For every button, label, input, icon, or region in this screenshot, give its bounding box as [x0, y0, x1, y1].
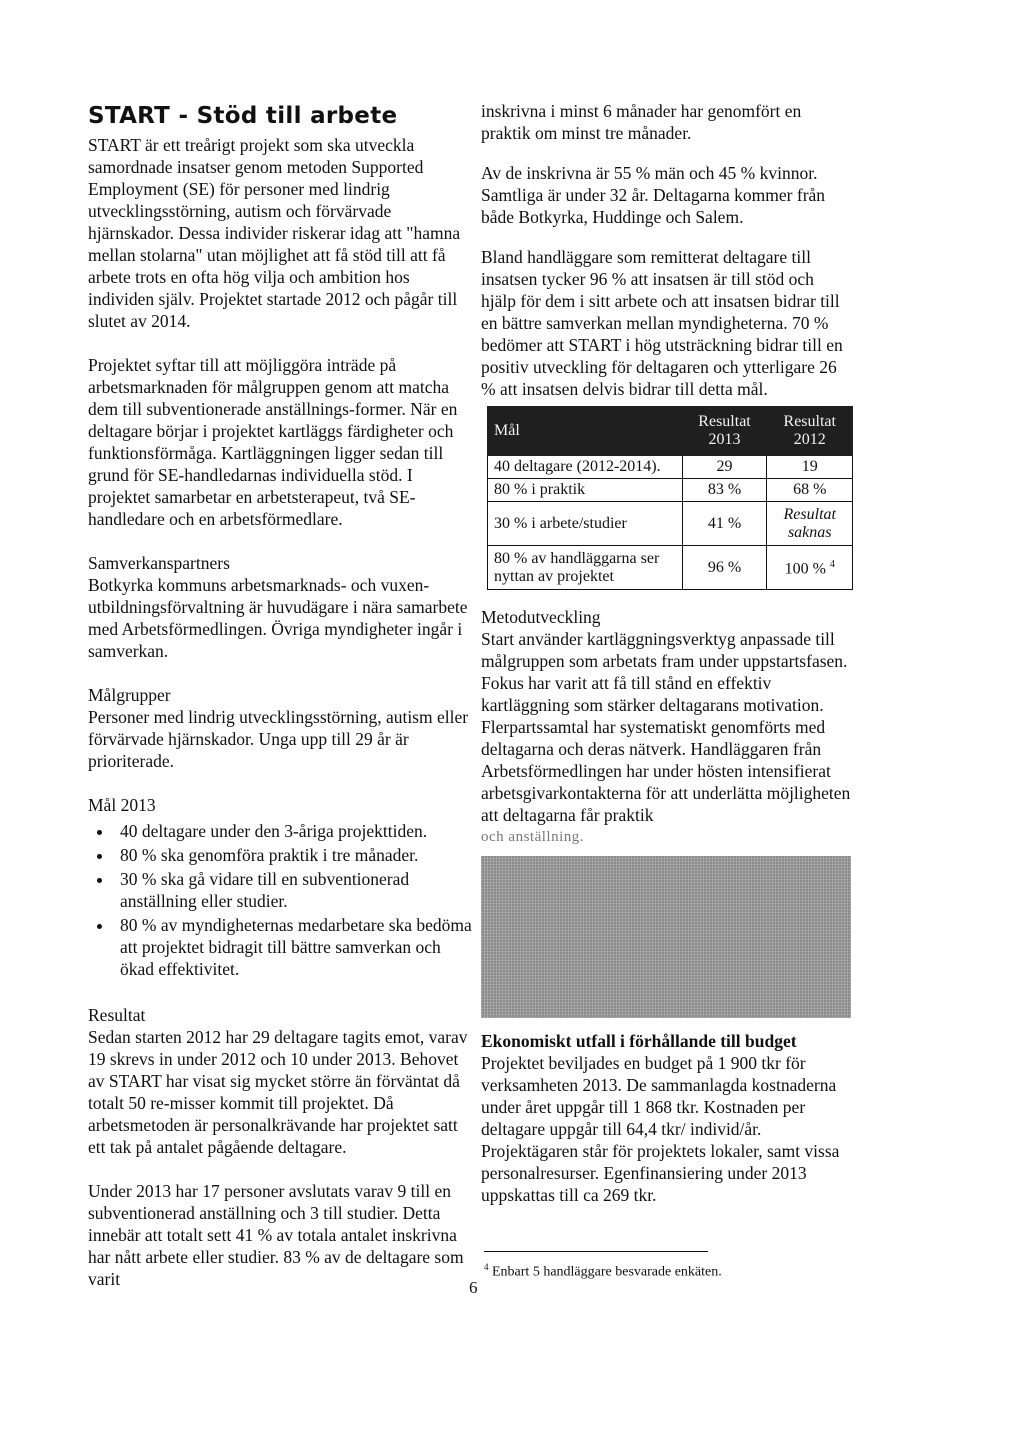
results-table-wrapper	[487, 406, 853, 590]
row-result-2012: 100 %	[784, 560, 826, 578]
goal-item: • 30 % ska gå vidare till en subventionerad anställning eller studier.	[114, 868, 473, 912]
row-result-2012-cell	[767, 546, 853, 590]
row-result-2012: 68 %	[767, 479, 853, 502]
table-row	[488, 456, 853, 479]
row-goal: 40 deltagare (2012-2014).	[488, 456, 683, 479]
result-paragraph-2: Under 2013 har 17 personer avslutats varav 9 till en subventionerad anställning och 3 till studier. Detta innebär att totalt sett 41 % av totala antalet inskrivna har nått arbete eller studier. 83 % av de deltagare som varit	[88, 1181, 464, 1289]
row-result-2013: 41 %	[682, 502, 767, 546]
budget-heading: Ekonomiskt utfall i förhållande till budget	[481, 1031, 797, 1051]
table-row	[488, 479, 853, 502]
partners-heading: Samverkanspartners	[88, 553, 230, 573]
handlers-paragraph: Bland handläggare som remitterat deltagare till insatsen tycker 96 % att insatsen är till stöd och hjälp för dem i sitt arbete och att insatsen bidrar till en bättre samverkan mellan myndigheterna. 70 % bedömer att START i hög utsträckning bidrar till en positiv utveckling för deltagaren och ytterligare 26 % att insatsen delvis bidrar till detta mål.	[481, 247, 843, 399]
row-result-2013: 83 %	[682, 479, 767, 502]
result-heading: Resultat	[88, 1005, 146, 1025]
continued-paragraph: inskrivna i minst 6 månader har genomfört en praktik om minst tre månader.	[481, 101, 802, 143]
grayscale-photo	[481, 856, 851, 1018]
footnote-number: 4	[484, 1262, 489, 1272]
header-result-2013: Resultat 2013	[682, 407, 767, 456]
goal-item: • 80 % ska genomföra praktik i tre månader.	[114, 844, 473, 866]
method-heading: Metodutveckling	[481, 607, 601, 627]
right-column	[481, 100, 853, 1206]
row-goal: 30 % i arbete/studier	[488, 502, 683, 546]
target-heading: Målgrupper	[88, 685, 171, 705]
goal-item: • 80 % av myndigheternas medarbetare ska bedöma att projektet bidragit till bättre samverkan och ökad effektivitet.	[114, 914, 473, 980]
result-paragraph-1: Sedan starten 2012 har 29 deltagare tagits emot, varav 19 skrevs in under 2012 och 10 under 2013. Behovet av START har visat sig mycket större än förväntat då totalt 50 re-misser kommit till projektet. Då arbetsmetoden är personalkrävande har projektet satt ett tak på antalet pågående deltagare.	[88, 1027, 468, 1157]
goals-heading: Mål 2013	[88, 795, 156, 815]
left-column	[88, 100, 473, 1290]
target-paragraph: Personer med lindrig utvecklingsstörning, autism eller förvärvade hjärnskador. Unga upp till 29 år är prioriterade.	[88, 707, 469, 771]
row-result-2013: 96 %	[682, 546, 767, 590]
row-result-2013: 29	[682, 456, 767, 479]
row-goal: 80 % i praktik	[488, 479, 683, 502]
header-goal: Mål	[488, 407, 683, 456]
budget-paragraph: Projektet beviljades en budget på 1 900 tkr för verksamheten 2013. De sammanlagda kostnaderna under året uppgår till 1 868 tkr. Kostnaden per deltagare uppgår till 64,4 tkr/ individ/år. Projektägaren står för projektets lokaler, samt vissa personalresurser. Egenfinansiering under 2013 uppskattas till ca 269 tkr.	[481, 1053, 840, 1205]
footnote-divider	[484, 1251, 708, 1252]
table-header-row	[488, 407, 853, 456]
row-result-2012: 19	[767, 456, 853, 479]
footnote-text: Enbart 5 handläggare besvarade enkäten.	[492, 1264, 722, 1280]
intro-paragraph: START är ett treårigt projekt som ska utveckla samordnade insatser genom metoden Supported Employment (SE) för personer med lindrig utvecklingsstörning, autism och förvärvade hjärnskador. Dessa individer riskerar idag att "hamna mellan stolarna" utan möjlighet att få stöd till att få arbete trots en ofta hög vilja och ambition hos individen själv. Projektet startade 2012 och pågår till slutet av 2014.	[88, 135, 461, 331]
table-row	[488, 546, 853, 590]
goals-list	[88, 820, 473, 980]
purpose-paragraph: Projektet syftar till att möjliggöra inträde på arbetsmarknaden för målgruppen genom att matcha dem till subventionerade anställnings-former. När en deltagare börjar i projektet kartläggs färdigheter och funktionsförmåga. Kartläggningen ligger sedan till grund för SE-handledarnas individuella stöd. I projektet samarbetar en arbetsterapeut, två SE-handledare och en arbetsförmedlare.	[88, 355, 458, 529]
page-title: START - Stöd till arbete	[88, 103, 398, 129]
partners-paragraph: Botkyrka kommuns arbetsmarknads- och vuxen-utbildningsförvaltning är huvudägare i nära samarbete med Arbetsförmedlingen. Övriga myndigheter ingår i samverkan.	[88, 575, 468, 661]
footnote	[484, 1258, 722, 1282]
row-result-2012: Resultat saknas	[767, 502, 853, 546]
method-paragraph: Start använder kartläggningsverktyg anpassade till målgruppen som arbetats fram under uppstartsfasen. Fokus har varit att få till stånd en effektiv kartläggning som stärker deltagarans motivation. Flerpartssamtal har systematiskt genomförts med deltagarna och deras nätverk. Handläggaren från Arbetsförmedlingen har under hösten intensifierat arbetsgivarkontakterna för att underlätta möjligheten att deltagarna får praktik	[481, 629, 851, 825]
results-table	[487, 406, 853, 590]
footnote-ref: 4	[829, 559, 835, 571]
method-blurred-line: och anställning.	[481, 829, 584, 845]
header-result-2012: Resultat 2012	[767, 407, 853, 456]
table-row	[488, 502, 853, 546]
gender-paragraph: Av de inskrivna är 55 % män och 45 % kvinnor. Samtliga är under 32 år. Deltagarna kommer från både Botkyrka, Huddinge och Salem.	[481, 163, 826, 227]
page-number: 6	[469, 1278, 478, 1297]
row-goal: 80 % av handläggarna ser nyttan av projektet	[488, 546, 683, 590]
goal-item: • 40 deltagare under den 3-åriga projekttiden.	[114, 820, 473, 842]
